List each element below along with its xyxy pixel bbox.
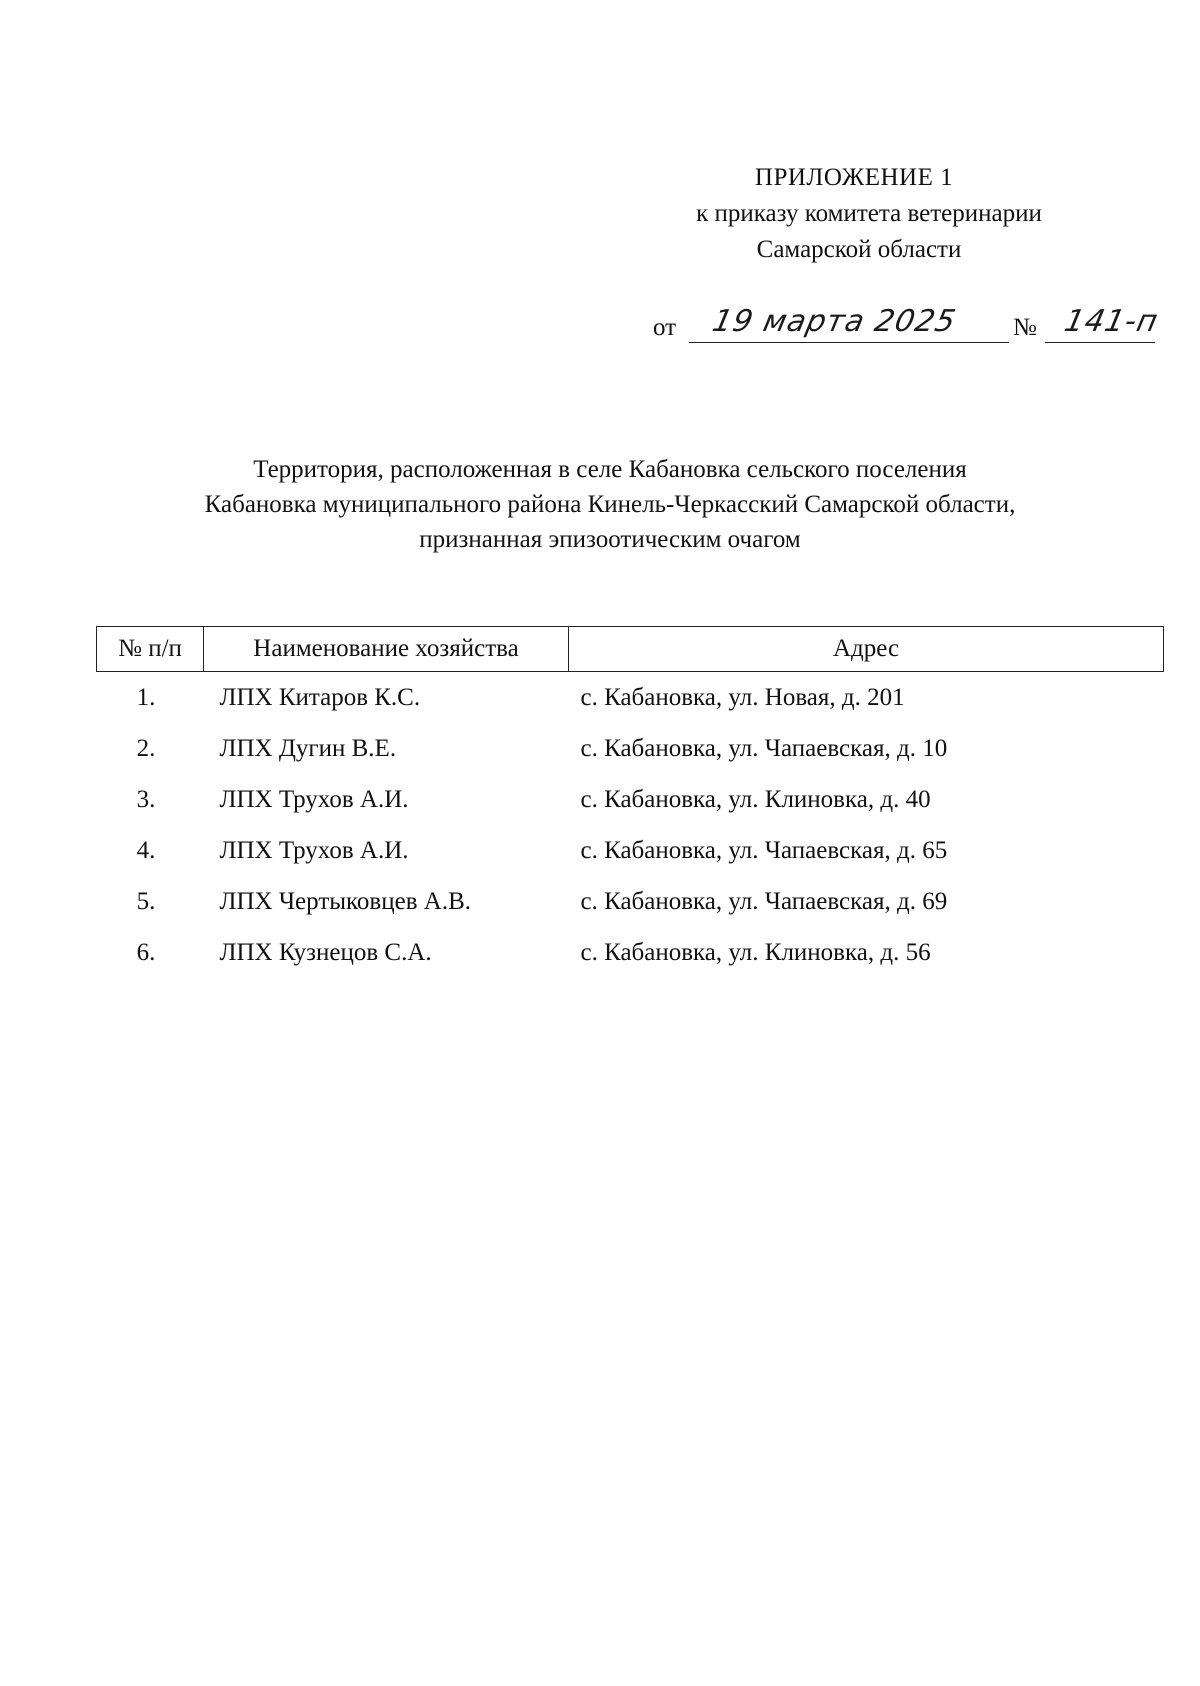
- table-row: [97, 876, 1164, 927]
- row-household: ЛПХ Кузнецов С.А.: [219, 938, 432, 966]
- title-line-2: Кабановка муниципального района Кинель-Черкасский Самарской области,: [204, 491, 1016, 518]
- row-number: 2.: [136, 734, 156, 762]
- document-title: [150, 452, 1070, 557]
- appendix-block: [644, 160, 1064, 268]
- date-prefix: от: [653, 314, 677, 341]
- row-number: 5.: [136, 887, 156, 915]
- appendix-order-line: к приказу комитета ветеринарии: [696, 200, 1042, 227]
- header-household-name: Наименование хозяйства: [204, 627, 569, 672]
- header-address: Адрес: [569, 627, 1164, 672]
- row-address: с. Кабановка, ул. Новая, д. 201: [580, 683, 905, 711]
- row-address: с. Кабановка, ул. Клиновка, д. 40: [580, 785, 931, 813]
- row-household: ЛПХ Трухов А.И.: [219, 836, 409, 864]
- row-number: 6.: [136, 938, 156, 966]
- table-row: [97, 825, 1164, 876]
- row-number: 1.: [136, 683, 156, 711]
- date-blank: [689, 300, 1009, 343]
- households-table: [96, 626, 1164, 978]
- table-row: [97, 927, 1164, 978]
- title-line-1: Территория, расположенная в селе Кабановка сельского поселения: [253, 456, 967, 483]
- handwritten-date: 19 марта 2025: [709, 304, 960, 339]
- title-line-3: признанная эпизоотическим очагом: [419, 526, 801, 553]
- row-household: ЛПХ Дугин В.Е.: [219, 734, 397, 762]
- table-row: [97, 672, 1164, 724]
- table-header-row: [97, 627, 1164, 672]
- order-dateline: [653, 300, 1162, 348]
- number-blank: [1045, 300, 1162, 343]
- table-row: [97, 723, 1164, 774]
- row-household: ЛПХ Китаров К.С.: [219, 683, 421, 711]
- row-address: с. Кабановка, ул. Клиновка, д. 56: [580, 938, 931, 966]
- row-household: ЛПХ Трухов А.И.: [219, 785, 409, 813]
- row-household: ЛПХ Чертыковцев А.В.: [219, 887, 471, 915]
- table-row: [97, 774, 1164, 825]
- row-number: 4.: [136, 836, 156, 864]
- appendix-region-line: Самарской области: [756, 236, 962, 263]
- header-number: № п/п: [97, 627, 204, 672]
- row-address: с. Кабановка, ул. Чапаевская, д. 69: [580, 887, 948, 915]
- row-number: 3.: [136, 785, 156, 813]
- row-address: с. Кабановка, ул. Чапаевская, д. 10: [580, 734, 948, 762]
- row-address: с. Кабановка, ул. Чапаевская, д. 65: [580, 836, 948, 864]
- handwritten-number: 141-п: [1061, 304, 1162, 339]
- appendix-heading: ПРИЛОЖЕНИЕ 1: [754, 164, 954, 191]
- number-label: №: [1013, 314, 1037, 341]
